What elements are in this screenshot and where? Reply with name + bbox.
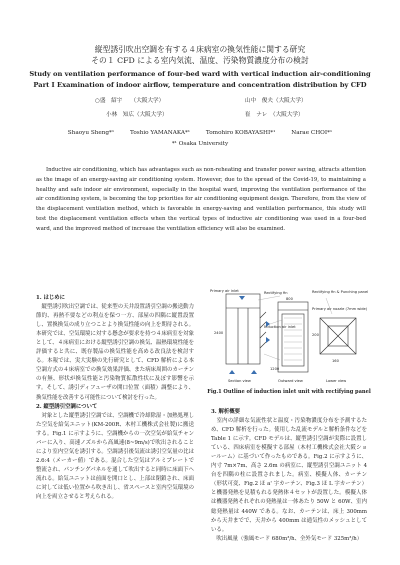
section-3-last-line: 吹出風量（強風モード 680m³/h、全外気モード 325m³/h） (211, 535, 363, 542)
author-ja-1: ○盛 紹宇 （大阪大学） (95, 98, 165, 104)
japanese-title (0, 44, 400, 66)
induction-inlet-label: Induction air inlet (264, 325, 296, 329)
airflow-arrow-icon (229, 370, 235, 374)
figure-caption: Fig.1 Outline of induction inlet unit with rectifying panel (207, 389, 371, 395)
outward-view-label: Outward view (278, 379, 303, 383)
dimension-label: 1200 (270, 367, 280, 371)
author-ja-4: 崔 ナレ （大阪大学） (245, 112, 304, 118)
airflow-arrow-icon (266, 337, 270, 343)
section-3-body: 室内の詳細な気流性状と温度・汚染物濃度分布を予測するため、CFD 解析を行った。使用した乱流モデルと解析条件などを Table 1 に示す。CFD モデルは、縦型誘引空調が実際に設置している、四床病室を模擬する部屋（木村工機株式会社大阪ショールーム）に基づいて作ったものである。Fig.2 に示すように、内寸 7m×7m、高さ 2.6m の病室に、縦型誘引空調ユニット 4 台を四隅の柱に設置されました。病室、模擬人体、カーテン（形状可変、Fig.2 ほ a' 字カーテン、Fig.3 ほ L 字カーテン）と機器発熱を見積もれる発熱体４セットが設置した。模擬人体は機器発熱それぞれの発熱量は一体あたり 50W と 60W、室内総発熱量は 440W である。なお、カーテンは、床上 300mm から天井までで、天井から 400mm は通気性のメッシュとしている。 (211, 418, 367, 533)
japanese-title-line-1: 縦型誘引吹出空調を有する４床病室の換気性能に関する研究 (94, 45, 306, 54)
english-title-line-2: Part I Examination of indoor airflow, temperature and concentration distribution by CFD (33, 81, 367, 89)
section-2-heading: 2. 縦型誘引空調について (36, 403, 98, 410)
author-en-3: Tomohiro KOBAYASHI*¹ (205, 130, 276, 136)
airflow-arrow-icon (251, 370, 257, 374)
affiliation: *¹ Osaka University (171, 141, 229, 147)
lower-view-label: Lower view (326, 379, 347, 383)
dimension-label: 800 (286, 297, 293, 301)
dimension-label: 200 (312, 333, 319, 337)
section-1-heading: 1. はじめに (36, 295, 66, 301)
english-authors (0, 130, 400, 136)
section-2-body: 対象とした縦型誘引空調では、空調機で冷却除湿・加熱処理した空気を給気ユニット(KM-200R、木村工機株式会社製)に搬送する。Fig.1 に示すように、空調機からの一次空気が給気チャンバーに入り、高速ノズルから高風速(8~9m/s)で吹出されることにより室内空気を誘引する。空調誘引後気流は誘引空気量の比は2.6:4（メーカー値）である。混合した空気はアルミプレートで整流され、パンチングパネルを通して吹出すると同時に床面下へ流れる。給気ユニットは前面を開口とし、上部は閉鎖され、床面に対しては低い位置から吹き出し、省スペースと室内空気環境の向上を両立させると考えられる。 (36, 412, 194, 501)
nozzle-label: Primary air nozzle (7mm wide) (312, 307, 368, 311)
japanese-title-line-2: その１ CFD による室内気流、温度、汚染物質濃度分布の検討 (91, 56, 309, 65)
rectifying-fin-label: Rectifying fin (264, 291, 288, 295)
section-3-heading: 3. 解析概要 (211, 409, 241, 415)
rect-punch-label: Rectifying fin & Punching panel (312, 290, 369, 294)
airflow-arrow-icon (239, 296, 245, 300)
english-title-line-1: Study on ventilation performance of four-bed ward with vertical induction air-conditioning (29, 70, 371, 78)
induction-unit-figure (208, 284, 370, 388)
author-en-4: Narae CHOI*¹ (291, 130, 333, 136)
left-column (36, 294, 194, 502)
author-ja-2: 山中 俊夫（大阪大学） (245, 98, 307, 104)
section-view-box (226, 294, 260, 364)
abstract: Inductive air conditioning, which has advantages such as non-reheating and transfer power saving, attracts attention as the image of an energy-saving air conditioning system. However, due to the spread of the Covid-19, to maintaining a healthy and safe indoor air environment, especially in the hospital ward, improving the ventilation performance of the air conditioning system, is becoming the top priorities for air conditioning equipment design. Therefore, from the view of the displacement ventilation method, which is favorable in energy-saving and ventilation performance, this study will test the displacement ventilation effects when the vertical types of inductive air conditioning was used in a four-bed ward, and the improved method of increase the ventilation efficiency will also be examined. (36, 167, 366, 232)
dimension-label: 2400 (214, 331, 224, 335)
section-view-label: Section view (228, 379, 251, 383)
section-1-body: 縦型誘引吹出空調では、従来型の天井設置誘引空調の搬送動力節約、再熱不要などの利点を保つ一方、部屋の四隅に縦置設置し、置換換気の成り立つことより換気性能の向上を期待される。本研究では、空気環境に対する懸念が要求を持つ４床病室を対象として、４床病室における縦型誘引空調の換気、温熱環境性能を評価すると共に、既存製品の換気性能を高める改良法を検討する。本報では、実大実験の先行研究として、CFD 解析による本空調方式の４床病室での換気効果評価、また病床周囲のカーテンの有無、形状が換気性能と汚染物質拡散性状に及ぼす影響を示す。そして、誘引ディフューザの開口位置（面積）調整により、換気性能を改善する可能性について検討を行った。 (36, 304, 194, 401)
english-title (0, 69, 400, 91)
outward-view-box (278, 302, 308, 372)
primary-inlet-label: Primary air inlet (210, 289, 239, 293)
dimension-label: 160 (332, 359, 339, 363)
author-ja-3: 小林 知広（大阪大学） (106, 112, 168, 118)
author-en-1: Shaoyu Sheng*¹ (67, 130, 115, 136)
right-column (211, 408, 367, 544)
author-en-2: Toshio YAMANAKA*¹ (130, 130, 191, 136)
